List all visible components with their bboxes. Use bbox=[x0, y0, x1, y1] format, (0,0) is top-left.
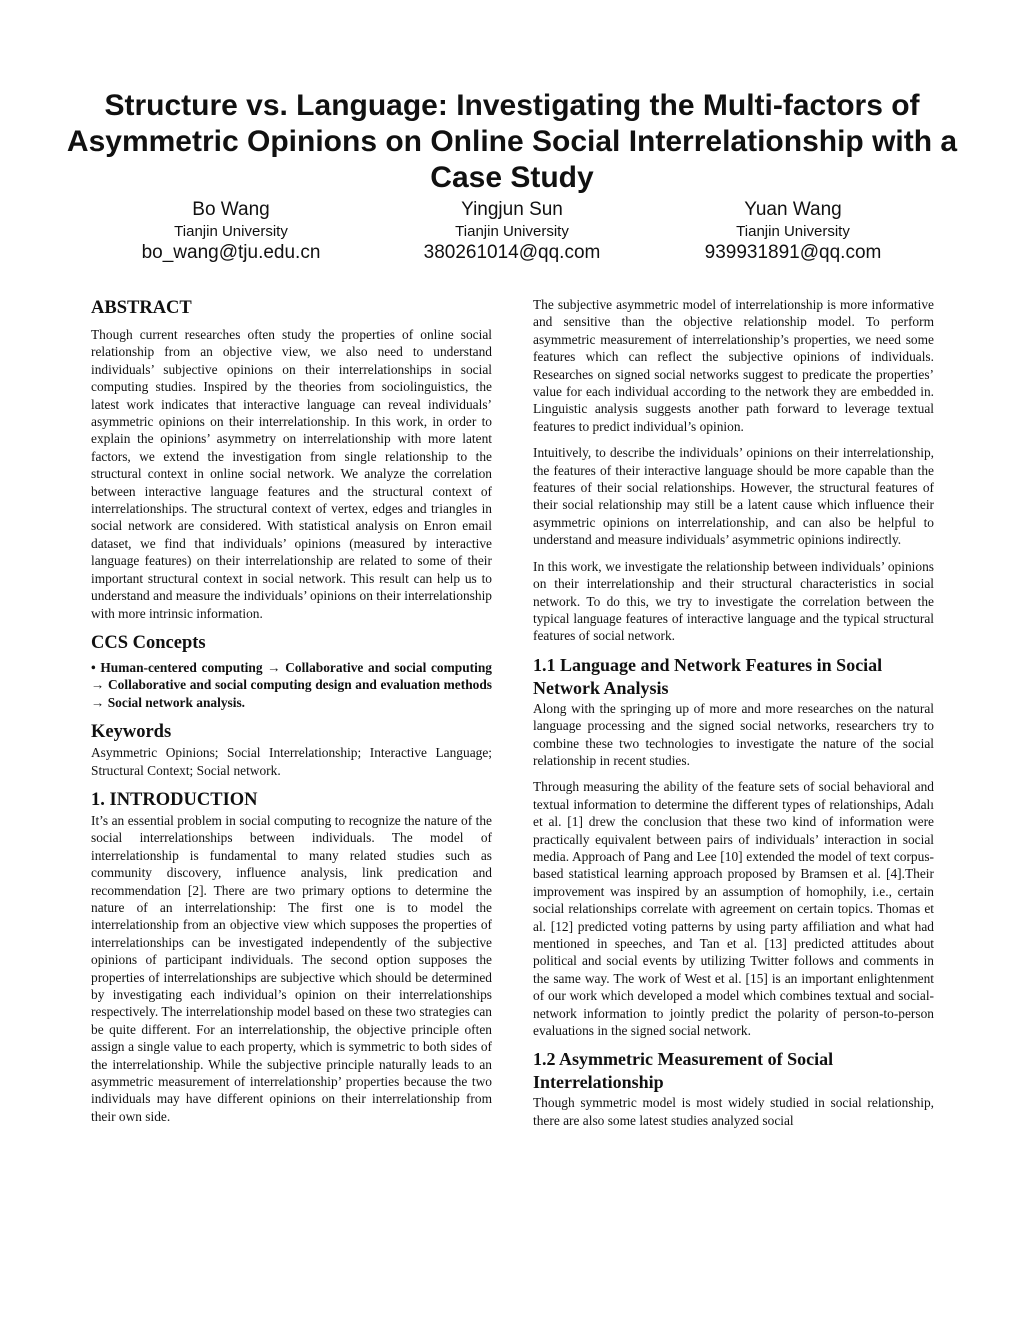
body-paragraph: Along with the springing up of more and more researches on the natural language processing and the signed social networks, researchers try to combine these two technologies to investigate the nature of the social relationship in recent studies. bbox=[533, 700, 934, 768]
introduction-text: It’s an essential problem in social computing to recognize the nature of the social interrelationships between individuals. The model of interrelationship is fundamental to many related studies such as community discovery, influence analysis, link predication and recommendation [2]. There are two primary options to determine the nature of an interrelationship: The first one is to model the interrelationship from an objective view which supposes the properties of interrelationships can be investigated independently of the subjective opinions of participant individuals. The second option supposes the properties of interrelationships are subjective which should be determined by investigating each individual’s opinion on their interrelationships respectively. The interrelationship model based on these two strategies can be quite different. For an interrelationship, the objective principle often assign a single value to each property, which is symmetric to both sides of the interrelationship. While the subjective principle naturally leads to an asymmetric measurement of interrelationship’ properties because the two individuals may have different opinions on their interrelationship from their own side. bbox=[91, 812, 492, 1124]
body-paragraph: The subjective asymmetric model of interrelationship is more informative and sensitive than the objective relationship model. To perform asymmetric measurement of interrelationship’s properties, we need some features which can reflect the subjective opinions of individuals. Researches on signed social networks suggest to predicate the properties’ value for each individual according to the network they are embedded in. Linguistic analysis suggests another path forward to leverage textual features to predict individual’s opinion. bbox=[533, 297, 934, 434]
keywords-text: Asymmetric Opinions; Social Interrelationship; Interactive Language; Structural Context; Social network. bbox=[91, 745, 492, 778]
body-paragraph: Though symmetric model is most widely studied in social relationship, there are also some latest studies analyzed social bbox=[533, 1095, 934, 1128]
introduction-heading: 1. INTRODUCTION bbox=[91, 789, 258, 810]
author-block bbox=[81, 198, 381, 265]
body-paragraph: In this work, we investigate the relationship between individuals’ opinions on their interrelationship and their structural characteristics in social network. To do this, we try to investigate the correlation between the typical language features of interactive language and the typical structural features of social network. bbox=[533, 558, 934, 644]
keywords-heading: Keywords bbox=[91, 722, 172, 743]
author-name: Bo Wang bbox=[192, 199, 270, 220]
author-block bbox=[362, 198, 662, 265]
author-name: Yingjun Sun bbox=[461, 199, 563, 220]
right-column bbox=[533, 296, 934, 1138]
author-block bbox=[643, 198, 943, 265]
author-affiliation: Tianjin University bbox=[455, 223, 569, 240]
author-email: 380261014@qq.com bbox=[423, 242, 601, 263]
paper-title: Structure vs. Language: Investigating the Multi-factors of Asymmetric Opinions on Online Social Interrelationship with a Case Study bbox=[66, 89, 958, 194]
body-paragraph: Through measuring the ability of the feature sets of social behavioral and textual information to determine the different types of relationships, Adalı et al. [1] drew the conclusion that these two kind of information were practically equivalent between pairs of individuals’ interaction in social media. Approach of Pang and Lee [10] extended the model of text corpus-based statistical learning approach proposed by Bramsen et al. [4].Their improvement was inspired by an assumption of homophily, i.e., certain social relationships correlate with agreement on certain topics. Thomas et al. [12] predicted voting patterns by using party affiliation and what had mentioned in speeches, and Tan et al. [13] predicted attitudes about political and social events by utilizing Twitter follows and comments in the same way. The work of West et al. [15] is an important enlightenment of our work which developed a model which combines textual and social-network information to jointly predict the polarity of person-to-person evaluations in the signed social network. bbox=[533, 779, 934, 1039]
author-email: 939931891@qq.com bbox=[704, 242, 882, 263]
author-affiliation: Tianjin University bbox=[174, 223, 288, 240]
section-1-1-heading: 1.1 Language and Network Features in Social Network Analysis bbox=[533, 654, 883, 698]
author-email: bo_wang@tju.edu.cn bbox=[141, 242, 321, 263]
left-column bbox=[91, 296, 492, 1134]
author-name: Yuan Wang bbox=[744, 199, 842, 220]
body-paragraph: Intuitively, to describe the individuals’ opinions on their interrelationship, the features of their interactive language should be more capable than the features of their social relationships. However, the structural features of their social relationship may still be a latent cause which influence their asymmetric opinions on interrelationship, and can also be helpful to understand and measure individuals’ asymmetric opinions indirectly. bbox=[533, 445, 934, 548]
abstract-heading: ABSTRACT bbox=[91, 298, 192, 318]
ccs-heading: CCS Concepts bbox=[91, 632, 206, 653]
section-1-2-heading: 1.2 Asymmetric Measurement of Social Interrelationship bbox=[533, 1049, 834, 1093]
author-affiliation: Tianjin University bbox=[736, 223, 850, 240]
abstract-text: Though current researches often study the properties of online social relationship from an objective view, we also need to understand individuals’ subjective opinions on their interrelationships in social computing studies. Inspired by the theories from sociolinguistics, the latest work indicates that interactive language can reveal individuals’ asymmetric opinions on their interrelationship. In this work, in order to explain the opinions’ asymmetry on interrelationship with more latent factors, we extend the investigation from single relationship to the structural context in online social network. We analyze the correlation between interactive language features and the structural context of interrelationships. The structural context of vertex, edges and triangles in social network are considered. With statistical analysis on Enron email dataset, we find that individuals’ opinions (measured by interactive language features) on their interrelationship are related to some of their important structural context in social network. This result can help us to understand and measure the individuals’ opinions on their interrelationship with more intrinsic information. bbox=[91, 327, 492, 621]
ccs-text: • Human-centered computing → Collaborative and social computing → Collaborative and social computing design and evaluation methods → Social network analysis. bbox=[91, 659, 492, 710]
